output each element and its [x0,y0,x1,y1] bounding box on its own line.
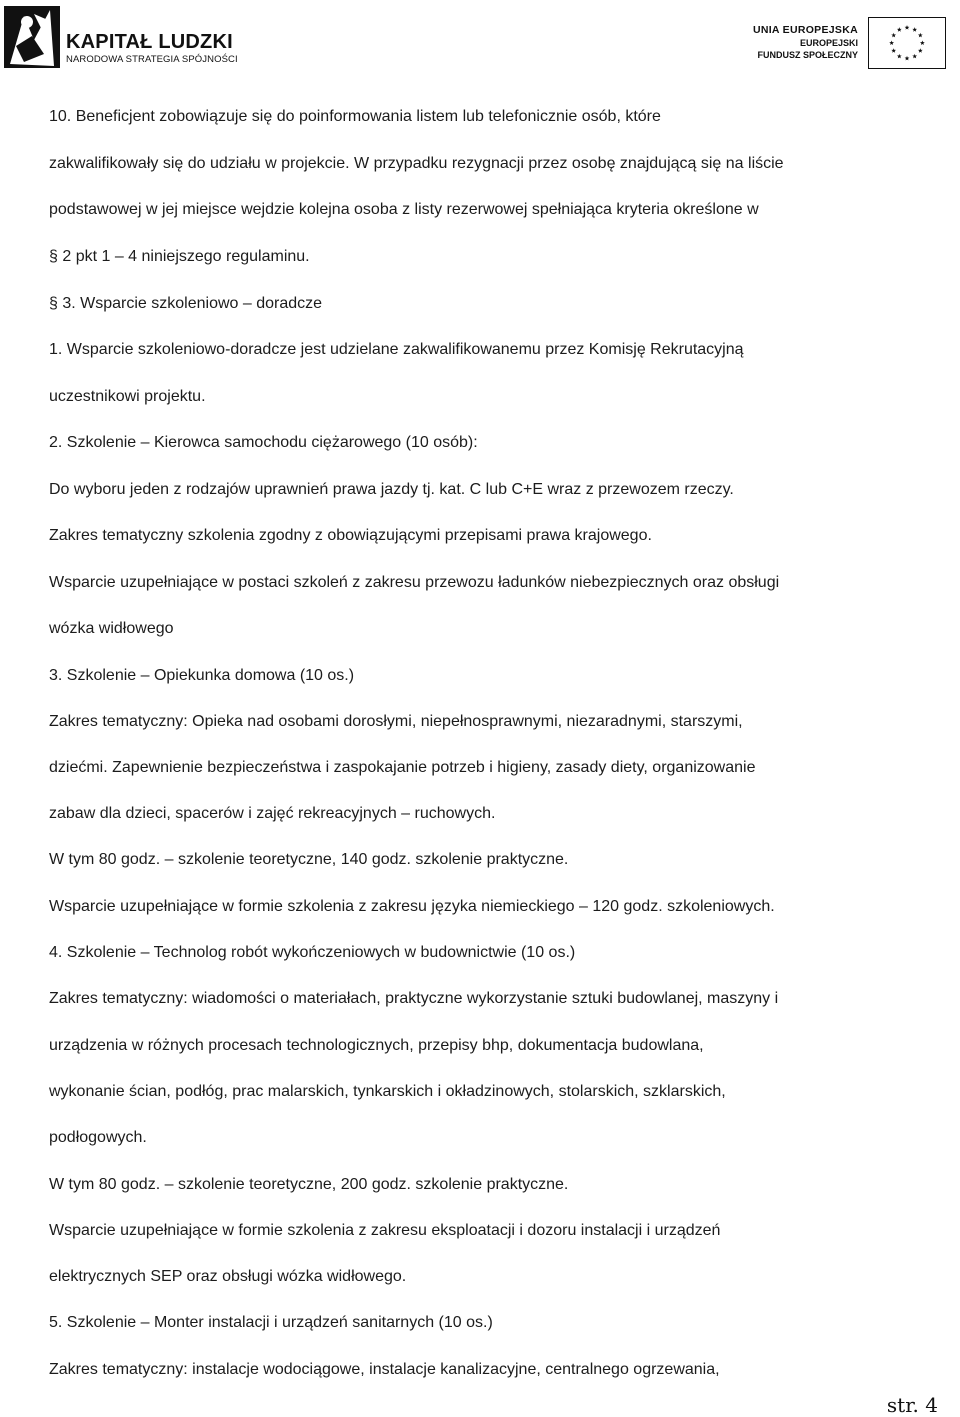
eu-star-icon [897,27,902,32]
eu-star-icon [912,54,917,59]
text-line: Zakres tematyczny: wiadomości o materiałach, praktyczne wykorzystanie sztuki budowlanej, maszyny i [49,990,779,1007]
eu-logo [746,17,946,69]
text-line: Wsparcie uzupełniające w postaci szkoleń z zakresu przewozu ładunków niebezpiecznych oraz obsługi [49,574,780,591]
kapital-ludzki-title: KAPITAŁ LUDZKI [66,31,233,53]
eu-star-icon [897,54,902,59]
text-line: urządzenia w różnych procesach technologicznych, przepisy bhp, dokumentacja budowlana, [49,1037,704,1054]
eu-line-1: UNIA EUROPEJSKA [752,24,858,36]
text-line: 3. Szkolenie – Opiekunka domowa (10 os.) [49,667,355,684]
text-line: Zakres tematyczny szkolenia zgodny z obowiązującymi przepisami prawa krajowego. [49,527,652,544]
kapital-ludzki-subtitle: NARODOWA STRATEGIA SPÓJNOŚCI [66,54,238,65]
eu-star-icon [918,48,923,53]
eu-line-2: EUROPEJSKI [799,38,858,48]
kapital-ludzki-wordmark [66,32,238,65]
eu-star-icon [891,48,896,53]
text-line: podłogowych. [49,1129,147,1146]
eu-star-icon [918,33,923,38]
text-line: dziećmi. Zapewnienie bezpieczeństwa i zaspokajanie potrzeb i higieny, zasady diety, organizowanie [49,759,756,776]
text-line: zabaw dla dzieci, spacerów i zajęć rekreacyjnych – ruchowych. [49,805,496,822]
eu-star-icon [912,27,917,32]
kapital-ludzki-logo [4,6,244,68]
text-line: Do wyboru jeden z rodzajów uprawnień prawa jazdy tj. kat. C lub C+E wraz z przewozem rzeczy. [49,481,734,498]
eu-wordmark [753,23,858,61]
text-line: Wsparcie uzupełniające w formie szkolenia z zakresu języka niemieckiego – 120 godz. szkoleniowych. [49,898,775,915]
eu-star-icon [891,33,896,38]
text-line: wykonanie ścian, podłóg, prac malarskich, tynkarskich i okładzinowych, stolarskich, szklarskich, [49,1083,726,1100]
text-line: 4. Szkolenie – Technolog robót wykończeniowych w budownictwie (10 os.) [49,944,576,961]
text-line: 5. Szkolenie – Monter instalacji i urządzeń sanitarnych (10 os.) [49,1314,493,1331]
eu-star-icon [905,56,910,61]
section-heading: § 3. Wsparcie szkoleniowo – doradcze [49,295,323,312]
text-line: Zakres tematyczny: Opieka nad osobami dorosłymi, niepełnosprawnymi, niezaradnymi, starszymi, [49,713,743,730]
text-line: 10. Beneficjent zobowiązuje się do poinformowania listem lub telefonicznie osób, które [49,108,661,125]
text-line: uczestnikowi projektu. [49,388,206,405]
text-line: wózka widłowego [49,620,174,637]
text-line: W tym 80 godz. – szkolenie teoretyczne, 200 godz. szkolenie praktyczne. [49,1176,569,1193]
eu-star-icon [920,41,925,46]
text-line: 2. Szkolenie – Kierowca samochodu ciężarowego (10 osób): [49,434,478,451]
page-number: str. 4 [886,1393,938,1417]
text-line: Zakres tematyczny: instalacje wodociągowe, instalacje kanalizacyjne, centralnego ogrzewania, [49,1361,720,1378]
text-line: elektrycznych SEP oraz obsługi wózka widłowego. [49,1268,407,1285]
text-line: podstawowej w jej miejsce wejdzie kolejna osoba z listy rezerwowej spełniająca kryteria określone w [49,201,759,218]
eu-star-icon [905,25,910,30]
text-line: 1. Wsparcie szkoleniowo-doradcze jest udzielane zakwalifikowanemu przez Komisję Rekrutacyjną [49,341,744,358]
eu-flag-icon [868,17,946,69]
text-line: § 2 pkt 1 – 4 niniejszego regulaminu. [49,248,310,265]
text-line: zakwalifikowały się do udziału w projekcie. W przypadku rezygnacji przez osobę znajdującą się na liście [49,155,784,172]
text-line: W tym 80 godz. – szkolenie teoretyczne, 140 godz. szkolenie praktyczne. [49,851,569,868]
eu-line-3: FUNDUSZ SPOŁECZNY [757,50,858,60]
kapital-ludzki-emblem-icon [4,6,60,68]
text-line: Wsparcie uzupełniające w formie szkolenia z zakresu eksploatacji i dozoru instalacji i urządzeń [49,1222,721,1239]
eu-star-icon [889,41,894,46]
